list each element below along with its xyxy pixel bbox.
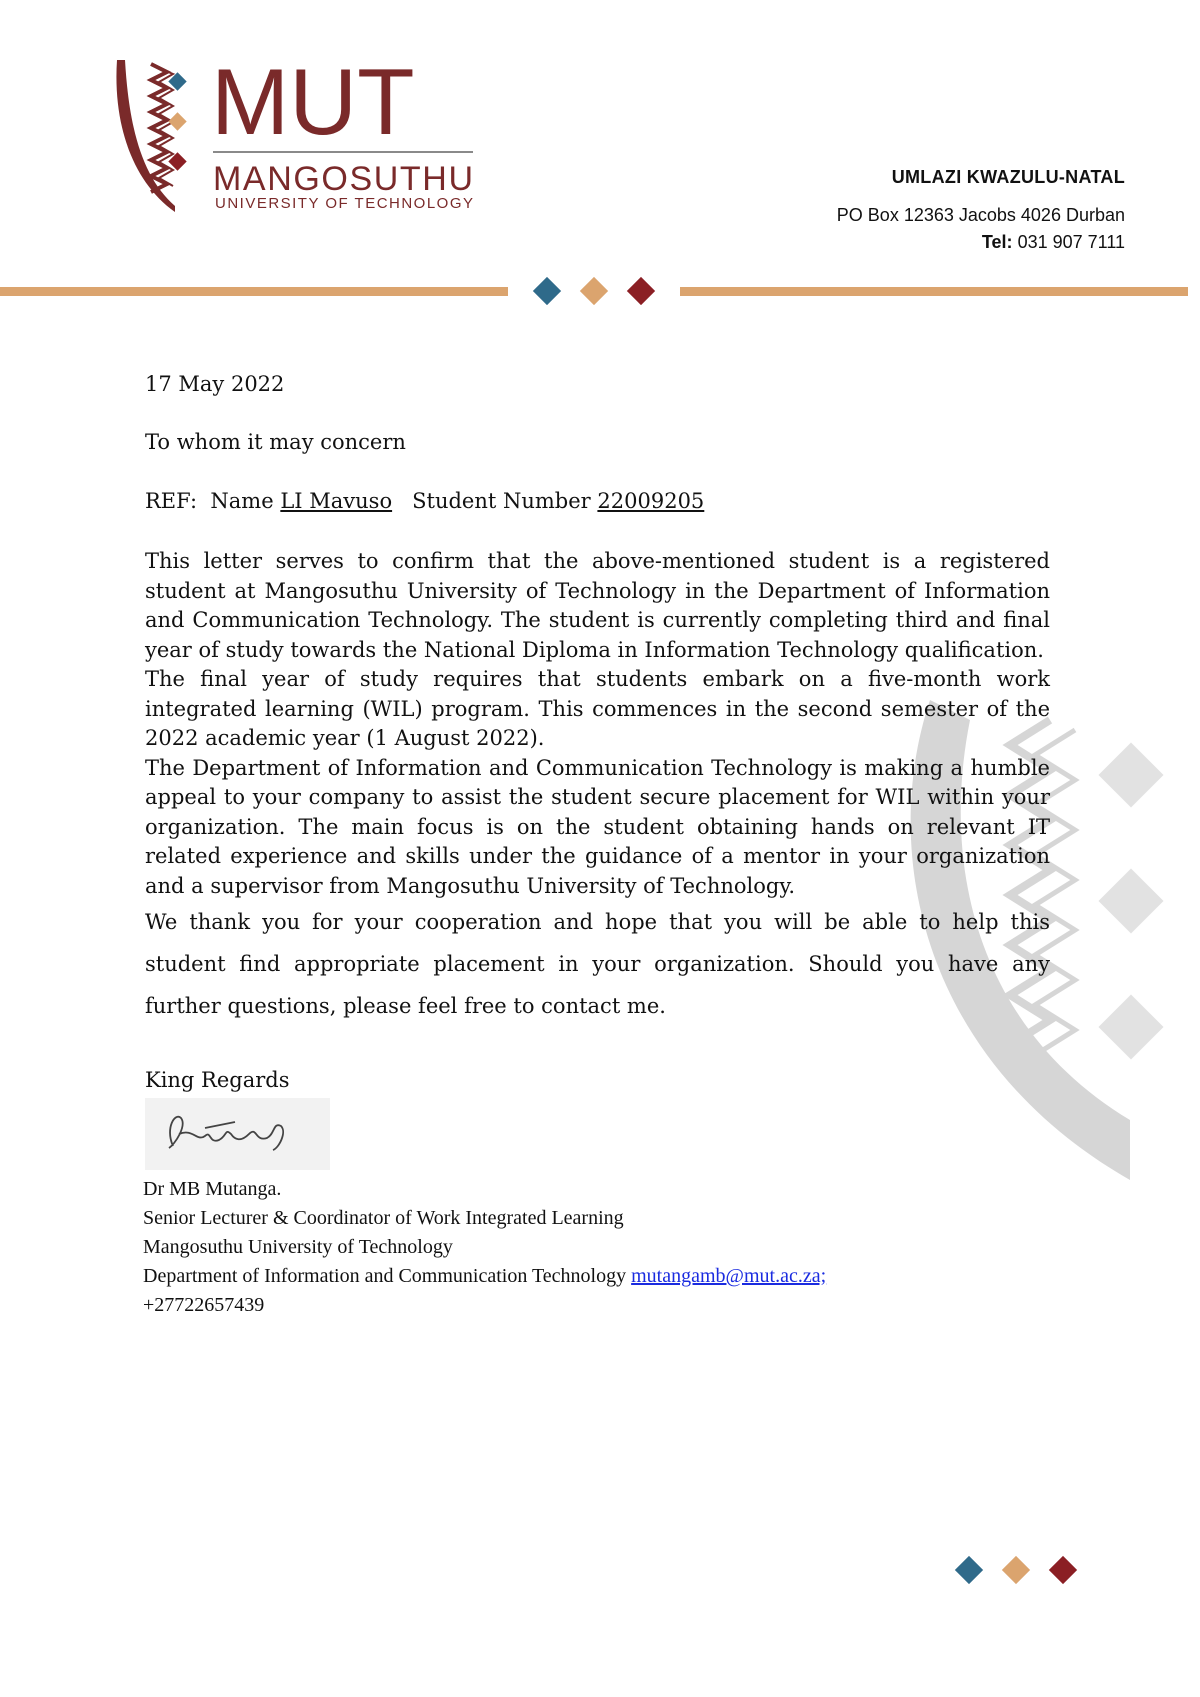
ref-student-number-label: Student Number xyxy=(412,489,591,513)
paragraph-thanks: We thank you for your cooperation and hope that you will be able to help this student find appropriate placement in your organization. Should you have any further questions, please feel free to contact me. xyxy=(145,910,1050,1018)
reference-line xyxy=(145,487,1050,517)
ref-label: REF: xyxy=(145,489,198,513)
ref-name-label: Name xyxy=(210,489,274,513)
watermark-diamond-1-icon xyxy=(1098,742,1163,807)
logo-zigzag-icon xyxy=(151,64,167,192)
mut-logo xyxy=(115,60,515,230)
footer-diamonds xyxy=(940,1550,1100,1590)
divider-diamond-tan-icon xyxy=(580,277,608,305)
logo-acronym: MUT xyxy=(211,60,415,154)
letter-body xyxy=(145,547,1050,1027)
signatory-name: Dr MB Mutanga. xyxy=(143,1178,282,1200)
signature-block xyxy=(143,1175,826,1320)
paragraph-appeal: The Department of Information and Communication Technology is making a humble appeal to your company to assist the student secure placement for WIL within your organization. The main focus is on the student obtaining hands on relevant IT related experience and skills under the guidance of a mentor in your organization and a supervisor from Mangosuthu University of Technology. xyxy=(145,755,1050,898)
signatory-department: Department of Information and Communication Technology xyxy=(143,1265,627,1287)
address-region: UMLAZI KWAZULU-NATAL xyxy=(891,167,1125,187)
tel-label: Tel: xyxy=(981,232,1013,252)
divider-diamond-teal-icon xyxy=(533,277,561,305)
paragraph-confirmation: This letter serves to confirm that the above-mentioned student is a registered student at Mangosuthu University of Technology in the Department of Information and Communication Technology. The student is currently completing third and final year of study towards the National Diploma in Information Technology qualification. xyxy=(145,549,1050,662)
letter-date: 17 May 2022 xyxy=(145,372,285,396)
signatory-title: Senior Lecturer & Coordinator of Work Integrated Learning xyxy=(143,1207,624,1229)
address-po-box: PO Box 12363 Jacobs 4026 Durban xyxy=(836,205,1125,225)
signatory-email-link[interactable]: mutangamb@mut.ac.za; xyxy=(631,1265,827,1287)
ref-name-value: LI Mavuso xyxy=(280,489,393,513)
address-telephone xyxy=(982,232,1125,253)
logo-diamond-tan-icon xyxy=(168,112,186,130)
closing: King Regards xyxy=(145,1068,290,1092)
watermark-diamond-3-icon xyxy=(1098,994,1163,1059)
footer-diamond-red-icon xyxy=(1049,1556,1077,1584)
salutation: To whom it may concern xyxy=(145,430,406,454)
divider-diamond-red-icon xyxy=(627,277,655,305)
tel-value: 031 907 7111 xyxy=(1017,232,1125,252)
logo-name: MANGOSUTHU xyxy=(213,160,473,198)
logo-subtitle: UNIVERSITY OF TECHNOLOGY xyxy=(215,195,473,212)
signature-image xyxy=(145,1098,330,1170)
footer-diamond-tan-icon xyxy=(1002,1556,1030,1584)
signatory-department-line xyxy=(143,1262,826,1291)
signatory-phone: +27722657439 xyxy=(143,1294,265,1316)
paragraph-wil-program: The final year of study requires that students embark on a five-month work integrated learning (WIL) program. This commences in the second semester of the 2022 academic year (1 August 2022). xyxy=(145,667,1050,750)
signatory-institution: Mangosuthu University of Technology xyxy=(143,1236,453,1258)
watermark-diamond-2-icon xyxy=(1098,868,1163,933)
footer-diamond-teal-icon xyxy=(955,1556,983,1584)
header-divider xyxy=(0,275,1200,305)
ref-student-number-value: 22009205 xyxy=(597,489,705,513)
